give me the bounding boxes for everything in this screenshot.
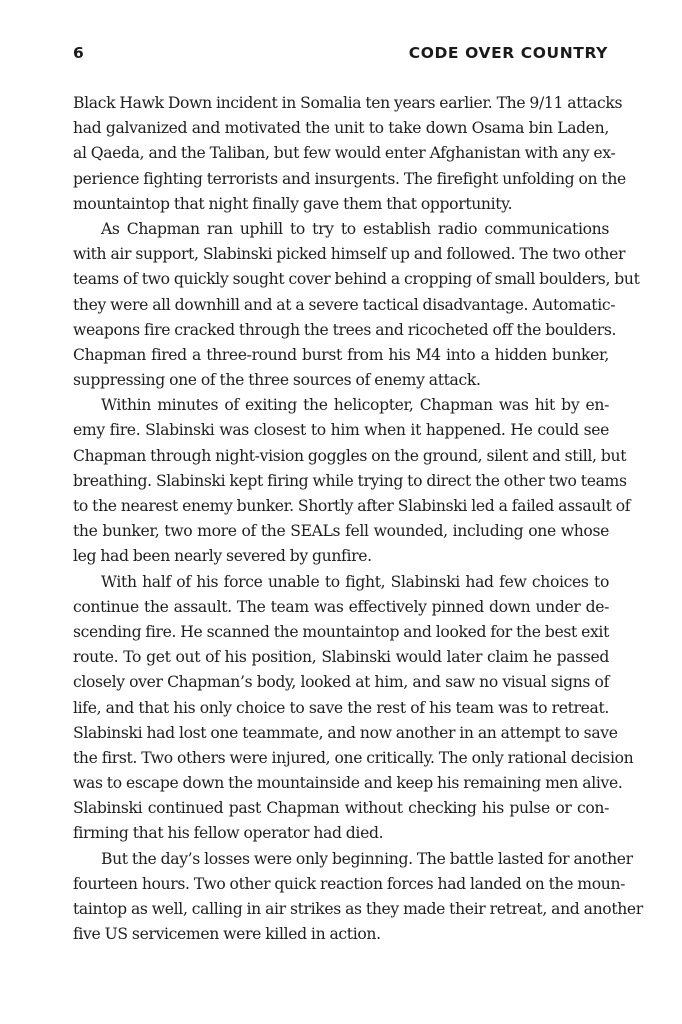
paragraph	[73, 570, 634, 847]
running-head	[73, 44, 608, 66]
text-line: As Chapman ran uphill to try to establish radio communications	[101, 219, 609, 238]
text-line: Chapman fired a three-round burst from his M4 into a hidden bunker,	[73, 345, 609, 364]
text-line: life, and that his only choice to save the rest of his team was to retreat.	[73, 698, 609, 717]
text-line: the first. Two others were injured, one critically. The only rational decision	[73, 748, 634, 767]
text-line: to the nearest enemy bunker. Shortly after Slabinski led a failed assault of	[73, 497, 631, 515]
text-line: they were all downhill and at a severe tactical disadvantage. Automatic-	[73, 295, 616, 314]
text-line: al Qaeda, and the Taliban, but few would enter Afghanistan with any ex-	[73, 144, 616, 163]
text-line: route. To get out of his position, Slabinski would later claim he passed	[73, 648, 609, 667]
text-line: scending fire. He scanned the mountaintop and looked for the best exit	[73, 622, 609, 641]
text-line: Within minutes of exiting the helicopter, Chapman was hit by en-	[101, 396, 609, 415]
text-line: Slabinski continued past Chapman without checking his pulse or con-	[73, 799, 609, 818]
page-number: 6	[73, 44, 85, 62]
text-line: taintop as well, calling in air strikes as they made their retreat, and another	[73, 900, 643, 918]
text-line: was to escape down the mountainside and keep his remaining men alive.	[73, 774, 623, 793]
text-line: closely over Chapman’s body, looked at him, and saw no visual signs of	[73, 673, 609, 692]
paragraph	[73, 393, 631, 569]
text-line: suppressing one of the three sources of enemy attack.	[73, 371, 481, 390]
body-text	[73, 91, 643, 947]
text-line: mountaintop that night finally gave them that opportunity.	[73, 194, 513, 213]
text-line: Slabinski had lost one teammate, and now another in an attempt to save	[73, 723, 618, 742]
text-line: With half of his force unable to fight, Slabinski had few choices to	[101, 572, 609, 591]
text-line: teams of two quickly sought cover behind a cropping of small boulders, but	[73, 270, 640, 289]
paragraph	[73, 91, 626, 217]
text-line: fourteen hours. Two other quick reaction forces had landed on the moun-	[73, 874, 626, 893]
text-line: continue the assault. The team was effectively pinned down under de-	[73, 597, 609, 616]
text-line: Chapman through night-vision goggles on the ground, silent and still, but	[73, 446, 627, 465]
text-line: perience fighting terrorists and insurgents. The firefight unfolding on the	[73, 169, 626, 188]
paragraph	[73, 847, 643, 948]
text-line: emy fire. Slabinski was closest to him when it happened. He could see	[73, 421, 609, 440]
text-line: had galvanized and motivated the unit to take down Osama bin Laden,	[73, 119, 609, 138]
running-title: CODE OVER COUNTRY	[408, 44, 608, 62]
paragraph	[73, 217, 640, 393]
text-line: leg had been nearly severed by gunfire.	[73, 547, 372, 566]
text-line: with air support, Slabinski picked himself up and followed. The two other	[73, 245, 626, 264]
text-line: breathing. Slabinski kept firing while trying to direct the other two teams	[73, 471, 627, 490]
text-line: weapons fire cracked through the trees and ricocheted off the boulders.	[73, 320, 617, 339]
text-line: five US servicemen were killed in action.	[73, 925, 381, 944]
text-line: the bunker, two more of the SEALs fell wounded, including one whose	[73, 522, 609, 541]
text-line: Black Hawk Down incident in Somalia ten years earlier. The 9/11 attacks	[73, 94, 623, 112]
text-line: firming that his fellow operator had died.	[73, 824, 384, 843]
text-line: But the day’s losses were only beginning. The battle lasted for another	[101, 849, 633, 868]
